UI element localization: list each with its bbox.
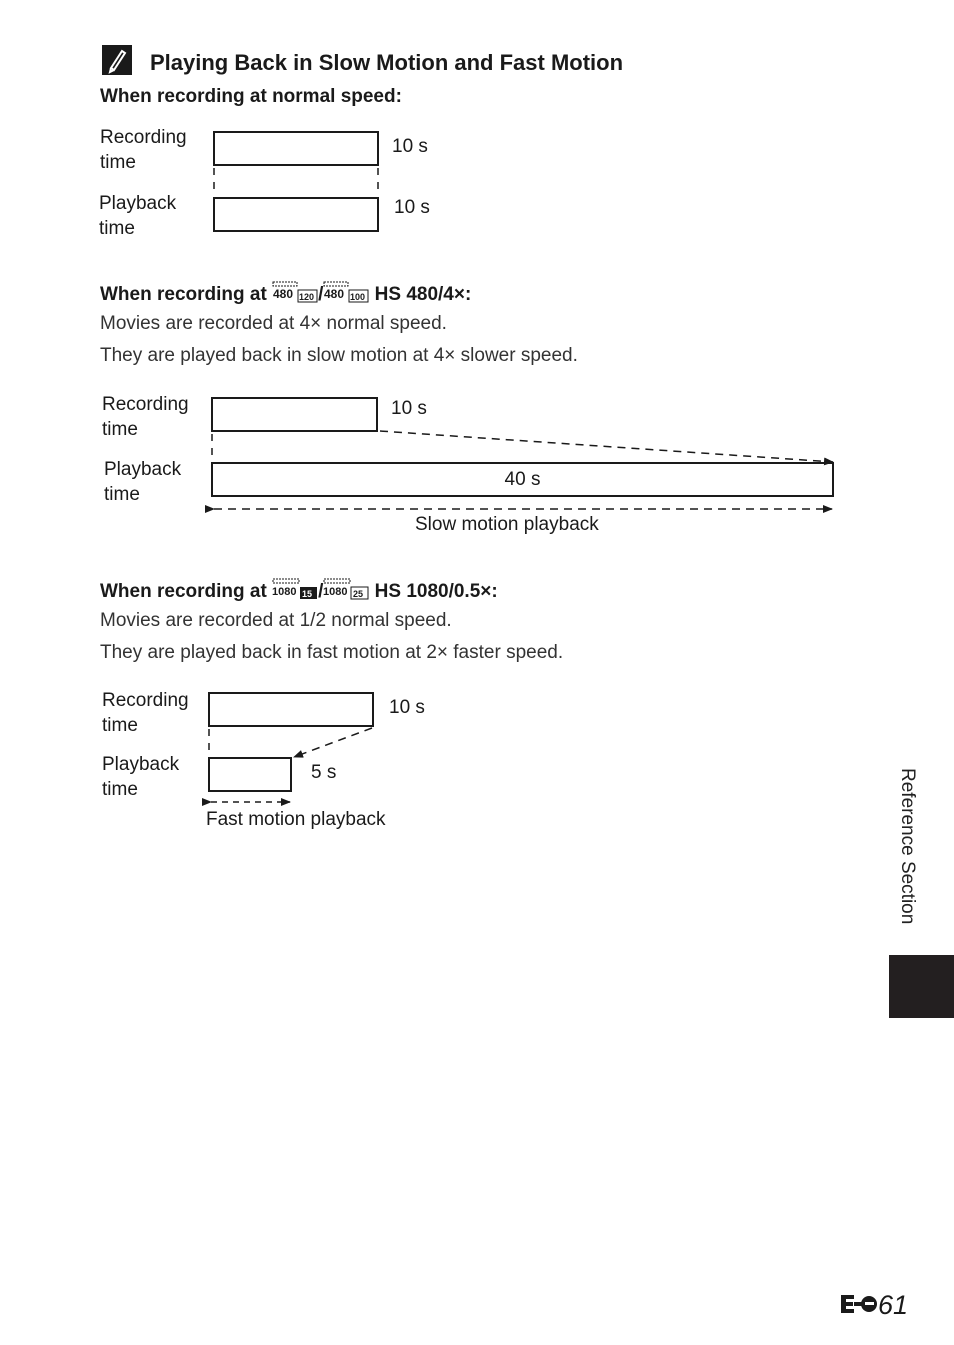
svg-text:480: 480 bbox=[324, 287, 345, 301]
slow-playback-label: Playback time bbox=[104, 459, 182, 505]
fast-recording-value: 10 s bbox=[389, 697, 425, 718]
slow-heading-separator: / bbox=[318, 284, 324, 305]
fast-heading-prefix: When recording at bbox=[100, 581, 267, 602]
slow-recording-value: 10 s bbox=[391, 398, 427, 419]
svg-text:1080: 1080 bbox=[323, 586, 348, 598]
normal-recording-value: 10 s bbox=[392, 136, 428, 157]
fast-shrink-arrow bbox=[294, 728, 372, 757]
slow-line-1: Movies are recorded at 4× normal speed. bbox=[100, 313, 447, 334]
svg-text:100: 100 bbox=[350, 292, 366, 302]
slow-playback-value: 40 s bbox=[504, 468, 541, 490]
side-tab-label: Reference Section bbox=[897, 768, 918, 925]
fast-recording-label: Recording time bbox=[102, 690, 189, 736]
normal-playback-value: 10 s bbox=[394, 197, 430, 218]
note-title: Playing Back in Slow Motion and Fast Motion bbox=[150, 50, 624, 75]
fast-heading-separator: / bbox=[318, 581, 324, 602]
fast-playback-value: 5 s bbox=[311, 762, 337, 783]
fast-line-1: Movies are recorded at 1/2 normal speed. bbox=[100, 610, 452, 631]
svg-text:25: 25 bbox=[353, 589, 364, 599]
svg-text:480: 480 bbox=[273, 287, 294, 301]
fast-playback-label: Playback time bbox=[102, 754, 180, 800]
side-tab-block bbox=[889, 955, 954, 1018]
svg-text:15: 15 bbox=[302, 589, 313, 599]
slow-recording-label: Recording time bbox=[102, 394, 189, 440]
page-number bbox=[838, 1290, 908, 1323]
svg-text:1080: 1080 bbox=[272, 586, 297, 598]
slow-heading-suffix: HS 480/4×: bbox=[374, 284, 472, 305]
reference-section-e-icon bbox=[838, 1292, 878, 1323]
normal-recording-label: Recording time bbox=[100, 127, 187, 173]
fast-motion-caption: Fast motion playback bbox=[206, 809, 386, 830]
page-number-value: 61 bbox=[878, 1290, 909, 1320]
slow-motion-caption: Slow motion playback bbox=[415, 514, 599, 535]
slow-heading-prefix: When recording at bbox=[100, 284, 267, 305]
svg-text:120: 120 bbox=[299, 292, 315, 302]
fast-heading-suffix: HS 1080/0.5×: bbox=[374, 581, 498, 602]
fast-line-2: They are played back in fast motion at 2× faster speed. bbox=[100, 642, 564, 663]
slow-stretch-arrow bbox=[380, 431, 833, 462]
slow-line-2: They are played back in slow motion at 4× slower speed. bbox=[100, 345, 578, 366]
normal-speed-heading: When recording at normal speed: bbox=[100, 86, 402, 107]
normal-playback-label: Playback time bbox=[99, 193, 177, 239]
